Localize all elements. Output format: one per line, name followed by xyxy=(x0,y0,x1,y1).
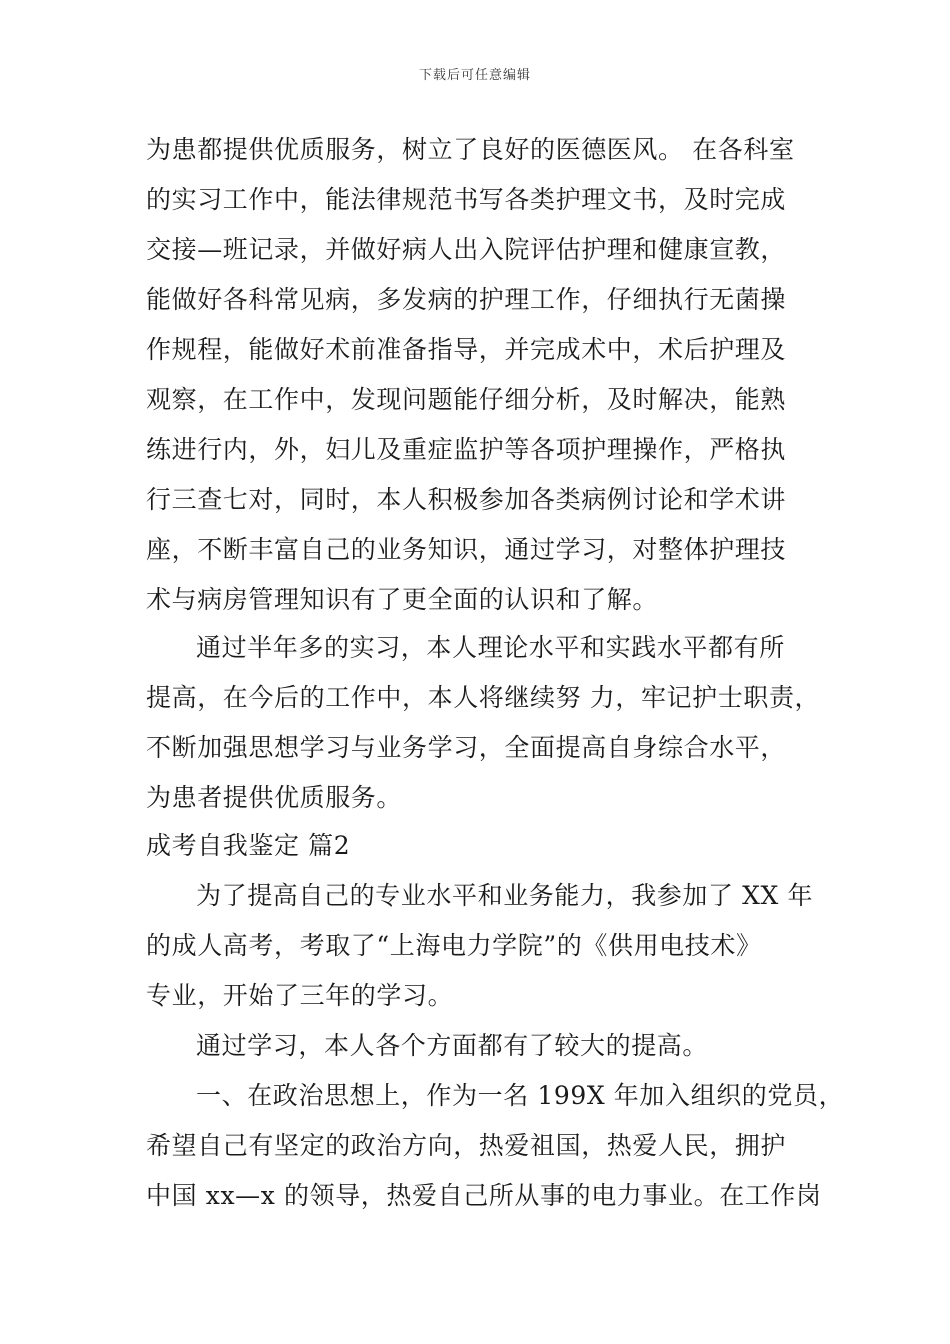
text-line: 座，不断丰富自己的业务知识，通过学习，对整体护理技 xyxy=(146,535,787,564)
text-line: 术与病房管理知识有了更全面的认识和了解。 xyxy=(146,585,659,614)
text-line: 的成人高考，考取了“上海电力学院”的《供用电技术》 xyxy=(146,931,762,960)
text-line: 通过学习，本人各个方面都有了较大的提高。 xyxy=(196,1031,709,1060)
text-line: 通过半年多的实习，本人理论水平和实践水平都有所 xyxy=(196,633,785,662)
text-line: 为了提高自己的专业水平和业务能力，我参加了 XX 年 xyxy=(196,881,814,910)
text-line: 中国 xx—x 的领导，热爱自己所从事的电力事业。在工作岗 xyxy=(146,1181,822,1210)
text-line: 一、在政治思想上，作为一名 199X 年加入组织的党员， xyxy=(196,1081,845,1110)
text-line: 为患者提供优质服务。 xyxy=(146,783,403,812)
text-line: 行三查七对，同时，本人积极参加各类病例讨论和学术讲 xyxy=(146,485,787,514)
text-line: 的实习工作中，能法律规范书写各类护理文书，及时完成 xyxy=(146,185,787,214)
text-line: 为患都提供优质服务，树立了良好的医德医风。 在各科室 xyxy=(146,135,795,164)
text-line: 希望自己有坚定的政治方向，热爱祖国，热爱人民，拥护 xyxy=(146,1131,787,1160)
section-heading: 成考自我鉴定 篇2 xyxy=(146,831,351,860)
page-header: 下载后可任意编辑 xyxy=(418,68,531,83)
text-line: 专业，开始了三年的学习。 xyxy=(146,981,454,1010)
text-line: 不断加强思想学习与业务学习，全面提高自身综合水平， xyxy=(146,733,787,762)
text-line: 作规程，能做好术前准备指导，并完成术中，术后护理及 xyxy=(146,335,787,364)
text-line: 能做好各科常见病，多发病的护理工作，仔细执行无菌操 xyxy=(146,285,787,314)
text-line: 观察，在工作中，发现问题能仔细分析，及时解决，能熟 xyxy=(146,385,787,414)
text-line: 练进行内，外，妇儿及重症监护等各项护理操作，严格执 xyxy=(146,435,787,464)
text-line: 提高，在今后的工作中，本人将继续努 力，牢记护士职责， xyxy=(146,683,821,712)
text-line: 交接—班记录，并做好病人出入院评估护理和健康宣教， xyxy=(146,235,787,264)
